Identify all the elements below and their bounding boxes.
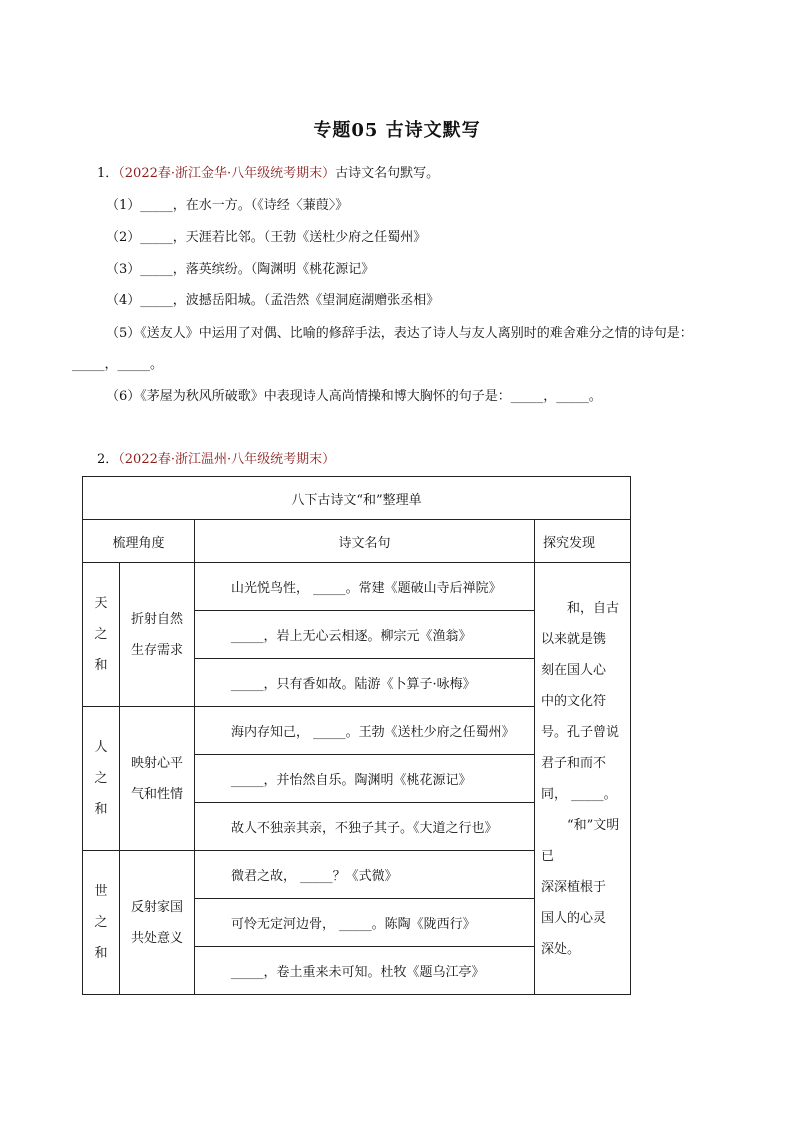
sub-question-4: （4）_____，波撼岳阳城。（孟浩然《望洞庭湖赠张丞相》 bbox=[106, 293, 440, 308]
poem-line: 故人不独亲其亲，不独子其子。《大道之行也》 bbox=[195, 803, 535, 851]
question-number: 2． bbox=[97, 452, 119, 467]
subcategory-people: 映射心平 气和性情 bbox=[120, 707, 195, 851]
header-quotes: 诗文名句 bbox=[195, 520, 535, 563]
page-title: 专题05 古诗文默写 bbox=[313, 120, 481, 141]
question-source: （2022春·浙江金华·八年级统考期末） bbox=[118, 166, 336, 181]
poetry-summary-table bbox=[82, 476, 631, 995]
sub-question-6: （6）《茅屋为秋风所破歌》中表现诗人高尚情操和博大胸怀的句子是：_____，_____。 bbox=[106, 389, 602, 404]
subcategory-nature: 折射自然 生存需求 bbox=[120, 563, 195, 707]
poem-line: _____，只有香如故。陆游《卜算子·咏梅》 bbox=[195, 659, 535, 707]
header-angle: 梳理角度 bbox=[83, 520, 195, 563]
poem-line: _____，并怡然自乐。陶渊明《桃花源记》 bbox=[195, 755, 535, 803]
question-prompt: 古诗文名句默写。 bbox=[335, 166, 440, 181]
poem-line: 山光悦鸟性， _____。常建《题破山寺后禅院》 bbox=[195, 563, 535, 611]
sub-question-1: （1）_____，在水一方。（《诗经〈蒹葭〉》 bbox=[106, 198, 349, 213]
question-source: （2022春·浙江温州·八年级统考期末） bbox=[118, 452, 336, 467]
poem-line: 可怜无定河边骨， _____。陈陶《陇西行》 bbox=[195, 899, 535, 947]
finding-cell: 和，自古 以来就是镌 刻在国人心 中的文化符 号。孔子曾说 君子和而不 同， _____。 “和”文明已 深深植根于 国人的心灵 深处。 bbox=[535, 563, 631, 995]
poem-line: 海内存知己， _____。王勃《送杜少府之任蜀州》 bbox=[195, 707, 535, 755]
question-1-stem bbox=[97, 165, 439, 183]
poem-line: _____，岩上无心云相逐。柳宗元《渔翁》 bbox=[195, 611, 535, 659]
poem-line: 微君之故， _____？《式微》 bbox=[195, 851, 535, 899]
sub-question-2: （2）_____，天涯若比邻。（王勃《送杜少府之任蜀州》 bbox=[106, 230, 427, 245]
poem-line: _____，卷土重来未可知。杜牧《题乌江亭》 bbox=[195, 947, 535, 995]
header-finding: 探究发现 bbox=[535, 520, 631, 563]
question-number: 1． bbox=[97, 166, 119, 181]
question-2-stem bbox=[97, 451, 335, 469]
category-nature: 天 之 和 bbox=[83, 563, 120, 707]
sub-question-3: （3）_____，落英缤纷。（陶渊明《桃花源记》 bbox=[106, 262, 375, 277]
category-people: 人 之 和 bbox=[83, 707, 120, 851]
sub-question-5-blanks: _____，_____。 bbox=[72, 357, 164, 372]
sub-question-5: （5）《送友人》中运用了对偶、比喻的修辞手法，表达了诗人与友人离别时的难舍难分之情的诗句是： bbox=[106, 326, 693, 341]
category-world: 世 之 和 bbox=[83, 851, 120, 995]
table-title: 八下古诗文“和”整理单 bbox=[83, 477, 631, 520]
subcategory-world: 反射家国 共处意义 bbox=[120, 851, 195, 995]
